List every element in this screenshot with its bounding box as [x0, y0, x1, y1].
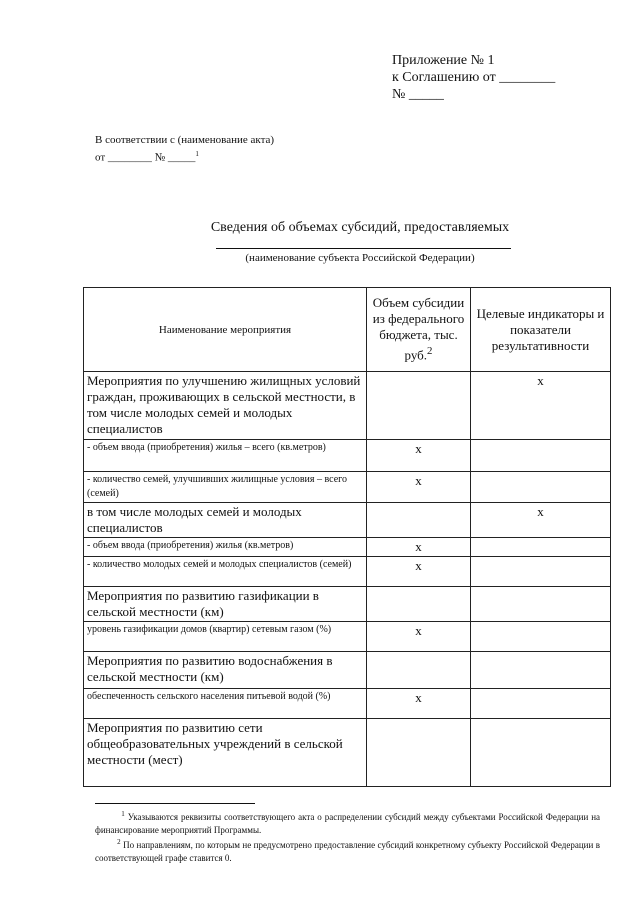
table-row	[84, 440, 611, 472]
header-targets: Целевые индикаторы и показатели результативности	[471, 288, 611, 372]
act-reference	[95, 133, 274, 165]
document-title: Сведения об объемах субсидий, предоставляемых	[210, 220, 510, 235]
cell-activity: Мероприятия по развитию газификации в сельской местности (км)	[84, 587, 367, 622]
cell-activity: - объем ввода (приобретения) жилья – всего (кв.метров)	[84, 440, 367, 472]
cell-volume	[367, 652, 471, 689]
subject-blank-line	[216, 248, 511, 249]
header-name: Наименование мероприятия	[84, 288, 367, 372]
table-header-row	[84, 288, 611, 372]
table-row	[84, 538, 611, 557]
cell-targets	[471, 689, 611, 719]
footnote-ref-2: 2	[427, 345, 433, 358]
appendix-header	[392, 52, 555, 103]
table-row	[84, 472, 611, 503]
act-date-line: от ________ № _____$^1$	[95, 150, 199, 164]
cell-volume	[367, 719, 471, 787]
agreement-number: № _____	[392, 87, 444, 102]
cell-activity: - количество семей, улучшивших жилищные условия – всего (семей)	[84, 472, 367, 503]
cell-activity: - количество молодых семей и молодых специалистов (семей)	[84, 557, 367, 587]
footnote-ref-1: 1	[195, 150, 199, 158]
cell-volume	[367, 372, 471, 440]
table-row	[84, 719, 611, 787]
cell-activity: Мероприятия по развитию сети общеобразовательных учреждений в сельской местности (мест)	[84, 719, 367, 787]
cell-activity: Мероприятия по развитию водоснабжения в сельской местности (км)	[84, 652, 367, 689]
table-row	[84, 689, 611, 719]
footnote-separator	[95, 803, 255, 804]
cell-activity: уровень газификации домов (квартир) сетевым газом (%)	[84, 622, 367, 652]
cell-activity: - объем ввода (приобретения) жилья (кв.метров)	[84, 538, 367, 557]
table-row	[84, 372, 611, 440]
cell-targets	[471, 472, 611, 503]
cell-targets	[471, 538, 611, 557]
cell-volume	[367, 503, 471, 538]
table-row	[84, 587, 611, 622]
cell-targets	[471, 622, 611, 652]
cell-volume: x	[367, 440, 471, 472]
cell-activity: Мероприятия по улучшению жилищных условий граждан, проживающих в сельской местности, в том числе молодых семей и молодых специалистов	[84, 372, 367, 440]
table-row	[84, 652, 611, 689]
table-row	[84, 557, 611, 587]
cell-targets	[471, 440, 611, 472]
table-body	[84, 372, 611, 787]
cell-activity: в том числе молодых семей и молодых специалистов	[84, 503, 367, 538]
cell-targets: x	[471, 372, 611, 440]
cell-targets	[471, 719, 611, 787]
table-row	[84, 622, 611, 652]
cell-volume: x	[367, 689, 471, 719]
appendix-title: Приложение № 1	[392, 53, 495, 68]
cell-targets	[471, 652, 611, 689]
document-subtitle: (наименование субъекта Российской Федерации)	[245, 252, 475, 264]
subsidy-table	[83, 287, 611, 787]
cell-volume: x	[367, 472, 471, 503]
table-row	[84, 503, 611, 538]
cell-volume: x	[367, 557, 471, 587]
cell-activity: обеспеченность сельского населения питьевой водой (%)	[84, 689, 367, 719]
cell-targets	[471, 587, 611, 622]
agreement-line: к Соглашению от ________	[392, 70, 556, 85]
cell-targets	[471, 557, 611, 587]
cell-volume: x	[367, 622, 471, 652]
footnote-2: $^2$ По направлениям, по которым не предусмотрено предоставление субсидий конкретному субъекту Российской Федерации в соответствующей графе ставится 0.	[95, 838, 601, 863]
cell-volume	[367, 587, 471, 622]
header-volume: Объем субсидии из федерального бюджета, тыс. руб.$^2$	[367, 288, 471, 372]
cell-targets: x	[471, 503, 611, 538]
footnote-1: $^1$ Указываются реквизиты соответствующего акта о распределении субсидий между субъектами Российской Федерации на финансирование мероприятий Программы.	[95, 810, 601, 835]
act-name-line: В соответствии с (наименование акта)	[95, 134, 275, 146]
cell-volume: x	[367, 538, 471, 557]
